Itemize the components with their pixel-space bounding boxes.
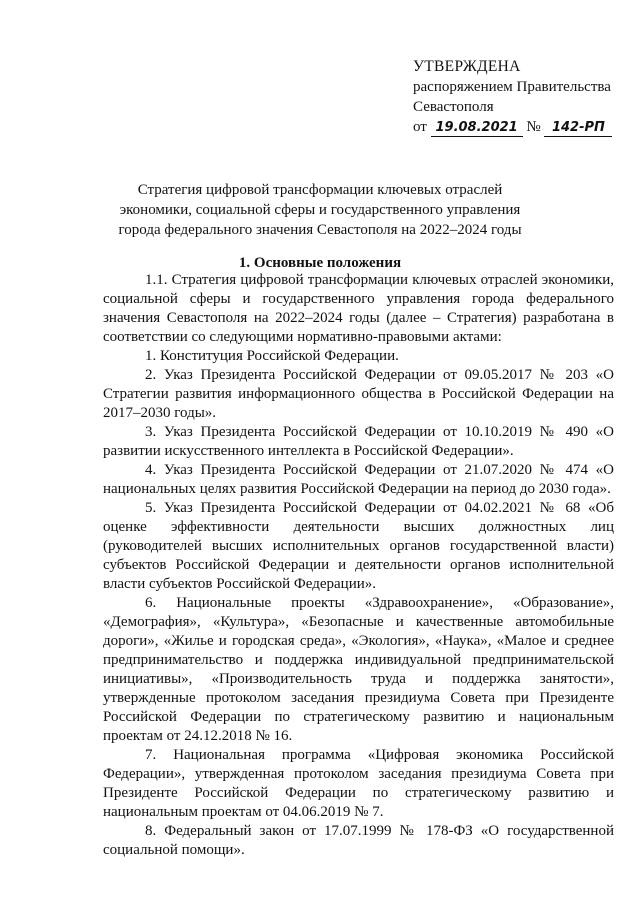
section-heading: 1. Основные положения xyxy=(238,255,402,271)
approval-heading: УТВЕРЖДЕНА xyxy=(413,58,521,75)
document-body xyxy=(103,271,614,860)
document-title: Стратегия цифровой трансформации ключевых отраслей экономики, социальной сферы и государственного управления города федерального значения Севастополя на 2022–2024 годы xyxy=(118,182,522,238)
approval-date-line xyxy=(413,117,628,137)
list-item: 3. Указ Президента Российской Федерации от 10.10.2019 № 490 «О развитии искусственного интеллекта в Российской Федерации». xyxy=(103,424,614,459)
approval-stamp xyxy=(413,57,628,137)
approval-line-1: распоряжением Правительства xyxy=(413,79,611,95)
list-item: 7. Национальная программа «Цифровая экономика Российской Федерации», утвержденная протоколом заседания президиума Совета при Президенте Российской Федерации по стратегическому развитию и национальным проектам от 04.06.2019 № 7. xyxy=(103,747,614,820)
list-item: 2. Указ Президента Российской Федерации от 09.05.2017 № 203 «О Стратегии развития информационного общества в Российской Федерации на 2017–2030 годы». xyxy=(103,367,614,421)
list-item: 4. Указ Президента Российской Федерации от 21.07.2020 № 474 «О национальных целях развития Российской Федерации на период до 2030 года». xyxy=(103,462,614,497)
from-label: от xyxy=(413,119,427,135)
list-item: 8. Федеральный закон от 17.07.1999 № 178-ФЗ «О государственной социальной помощи». xyxy=(103,823,614,858)
handwritten-number: 142-РП xyxy=(544,120,612,137)
paragraph-intro: 1.1. Стратегия цифровой трансформации ключевых отраслей экономики, социальной сферы и государственного управления города федерального значения Севастополя на 2022–2024 годы (далее – Стратегия) разработана в соответствии со следующими нормативно-правовыми актами: xyxy=(103,272,614,345)
list-item: 1. Конституция Российской Федерации. xyxy=(145,348,399,364)
list-item: 6. Национальные проекты «Здравоохранение», «Образование», «Демография», «Культура», «Безопасные и качественные автомобильные дороги», «Жилье и городская среда», «Экология», «Наука», «Малое и среднее предпринимательство и поддержка индивидуальной предпринимательской инициативы», «Производительность труда и поддержка занятости», утвержденные протоколом заседания президиума Совета при Президенте Российской Федерации по стратегическому развитию и национальным проектам от 24.12.2018 № 16. xyxy=(103,595,614,744)
approval-line-2: Севастополя xyxy=(413,99,494,115)
list-item: 5. Указ Президента Российской Федерации от 04.02.2021 № 68 «Об оценке эффективности деятельности высших должностных лиц (руководителей высших исполнительных органов государственной власти) субъектов Российской Федерации и деятельности органов исполнительной власти субъектов Российской Федерации». xyxy=(103,500,614,592)
handwritten-date: 19.08.2021 xyxy=(431,120,523,137)
number-label: № xyxy=(526,119,541,135)
